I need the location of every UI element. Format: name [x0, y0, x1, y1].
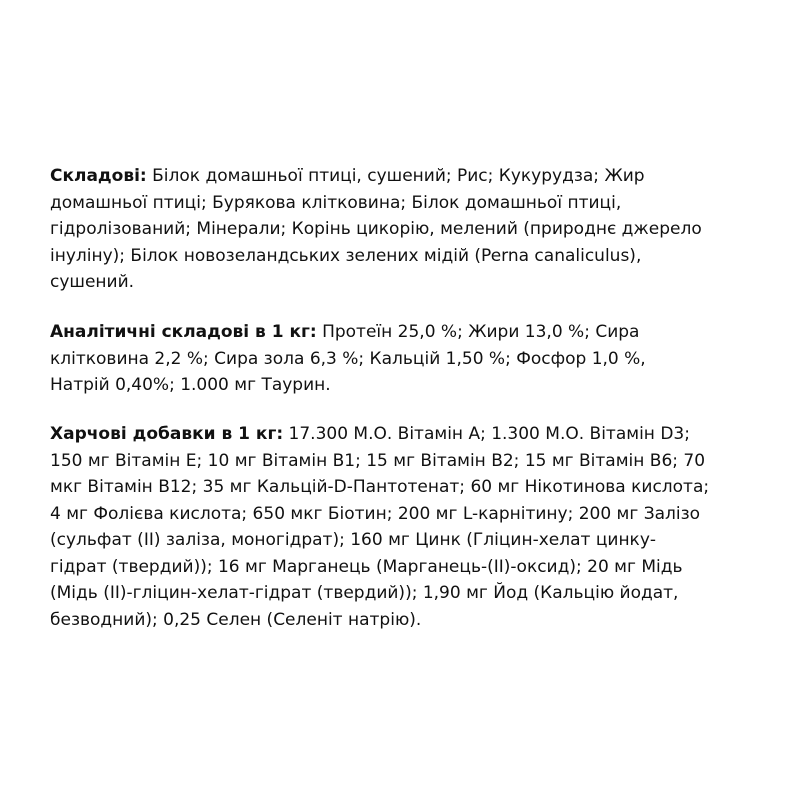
ingredients-paragraph: [50, 163, 710, 296]
ingredients-label: Складові:: [50, 166, 147, 186]
analytical-constituents-text: Протеїн 25,0 %; Жири 13,0 %; Сира клітковина 2,2 %; Сира зола 6,3 %; Кальцій 1,50 %; Фосфор 1,0 %, Натрій 0,40%; 1.000 мг Таурин.: [50, 322, 646, 395]
analytical-constituents-paragraph: [50, 319, 710, 399]
ingredients-text: Білок домашньої птиці, сушений; Рис; Кукурудза; Жир домашньої птиці; Бурякова клітковина; Білок домашньої птиці, гідролізований; Мінерали; Корінь цикорію, мелений (природнє джерело інуліну); Білок новозеландських зелених мідій (Perna canaliculus), сушений.: [50, 166, 702, 292]
nutritional-additives-paragraph: [50, 421, 710, 633]
nutritional-additives-label: Харчові добавки в 1 кг:: [50, 424, 284, 444]
nutritional-additives-text: 17.300 М.О. Вітамін А; 1.300 М.О. Вітамін D3; 150 мг Вітамін Е; 10 мг Вітамін В1; 15 мг Вітамін В2; 15 мг Вітамін В6; 70 мкг Вітамін В12; 35 мг Кальцій-D-Пантотенат; 60 мг Нікотинова кислота; 4 мг Фолієва кислота; 650 мкг Біотин; 200 мг L-карнітину; 200 мг Залізо (сульфат (II) заліза, моногідрат); 160 мг Цинк (Гліцин-хелат цинку-гідрат (твердий)); 16 мг Марганець (Марганець-(II)-оксид); 20 мг Мідь (Мідь (II)-гліцин-хелат-гідрат (твердий)); 1,90 мг Йод (Кальцію йодат, безводний); 0,25 Селен (Селеніт натрію).: [50, 424, 710, 630]
analytical-constituents-label: Аналітичні складові в 1 кг:: [50, 322, 317, 342]
